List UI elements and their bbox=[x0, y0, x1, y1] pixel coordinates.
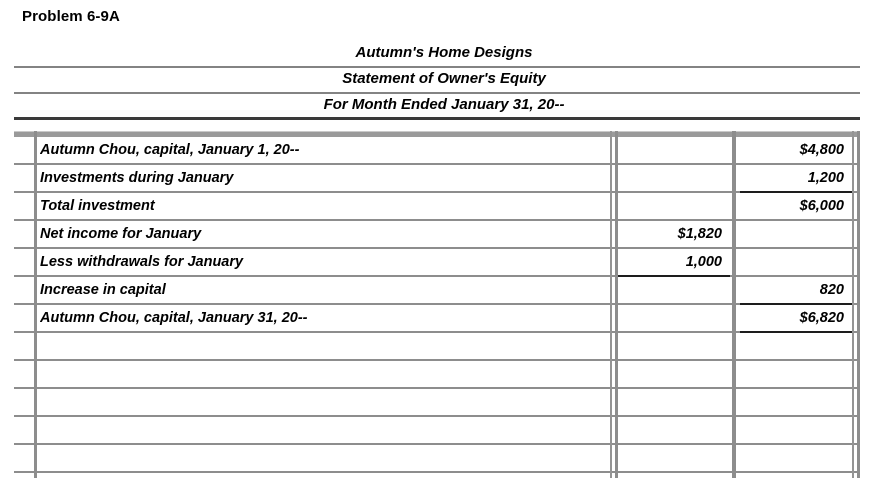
statement-heading-block bbox=[14, 42, 860, 120]
row-description-cell bbox=[40, 361, 606, 389]
row-amount-cell-2 bbox=[740, 389, 852, 417]
row-amount-cell-2 bbox=[740, 333, 852, 361]
row-amount-cell-1 bbox=[618, 305, 730, 333]
row-description-cell: Increase in capital bbox=[40, 282, 166, 298]
row-amount-cell-1 bbox=[618, 333, 730, 361]
row-stub-cell bbox=[14, 165, 34, 193]
row-amount-cell-1 bbox=[618, 417, 730, 445]
row-stub-cell bbox=[14, 417, 34, 445]
row-amount-cell-1: 1,000 bbox=[618, 249, 730, 277]
row-description-cell: Investments during January bbox=[40, 170, 234, 186]
vrule-stub-right bbox=[34, 131, 37, 478]
row-description-cell bbox=[40, 417, 606, 445]
row-amount-cell-2: $6,820 bbox=[740, 305, 852, 333]
vrule-desc-right-b bbox=[615, 131, 618, 478]
row-stub-cell bbox=[14, 277, 34, 305]
row-description-cell: Total investment bbox=[40, 198, 155, 214]
row-amount-cell-2 bbox=[740, 221, 852, 249]
row-amount-cell-1 bbox=[618, 389, 730, 417]
row-amount-cell-2: $4,800 bbox=[799, 142, 844, 158]
row-amount-cell-1 bbox=[618, 277, 730, 305]
vrule-table-right bbox=[857, 131, 860, 478]
vrule-col1-right bbox=[732, 131, 736, 478]
row-amount-cell-2 bbox=[740, 417, 852, 445]
row-amount-cell-2 bbox=[740, 249, 852, 277]
row-stub-cell bbox=[14, 333, 34, 361]
vrule-col2-right-a bbox=[852, 131, 854, 478]
heading-title-row bbox=[14, 68, 860, 94]
company-name: Autumn's Home Designs bbox=[355, 44, 533, 61]
row-description-cell bbox=[40, 389, 606, 417]
row-description-cell bbox=[40, 445, 606, 473]
row-description-cell: Autumn Chou, capital, January 1, 20-- bbox=[40, 142, 300, 158]
row-amount-cell-2: 820 bbox=[740, 277, 852, 305]
row-stub-cell bbox=[14, 221, 34, 249]
row-stub-cell bbox=[14, 445, 34, 473]
row-stub-cell bbox=[14, 361, 34, 389]
row-amount-cell-2 bbox=[740, 361, 852, 389]
row-amount-cell-1 bbox=[618, 445, 730, 473]
table-body bbox=[14, 137, 860, 473]
row-amount-cell-1 bbox=[618, 193, 730, 221]
row-stub-cell bbox=[14, 193, 34, 221]
heading-company-row bbox=[14, 42, 860, 68]
row-amount-cell-1 bbox=[618, 361, 730, 389]
row-description-cell: Autumn Chou, capital, January 31, 20-- bbox=[40, 310, 308, 326]
row-stub-cell bbox=[14, 305, 34, 333]
statement-title: Statement of Owner's Equity bbox=[342, 70, 546, 87]
row-amount-cell-1 bbox=[618, 137, 730, 165]
row-amount-cell-2: $6,000 bbox=[799, 198, 844, 214]
row-description-cell: Net income for January bbox=[40, 226, 202, 242]
row-amount-cell-1: $1,820 bbox=[677, 226, 722, 242]
row-description-cell: Less withdrawals for January bbox=[40, 254, 244, 270]
row-stub-cell bbox=[14, 389, 34, 417]
row-amount-cell-2: 1,200 bbox=[740, 165, 852, 193]
row-stub-cell bbox=[14, 249, 34, 277]
vrule-desc-right-a bbox=[610, 131, 612, 478]
row-description-cell bbox=[40, 333, 606, 361]
row-amount-cell-1 bbox=[618, 165, 730, 193]
heading-period-row bbox=[14, 94, 860, 120]
statement-period: For Month Ended January 31, 20-- bbox=[323, 96, 565, 113]
page-title: Problem 6-9A bbox=[22, 8, 120, 25]
statement-of-owners-equity-table bbox=[14, 131, 860, 473]
row-amount-cell-2 bbox=[740, 445, 852, 473]
row-stub-cell bbox=[14, 137, 34, 165]
